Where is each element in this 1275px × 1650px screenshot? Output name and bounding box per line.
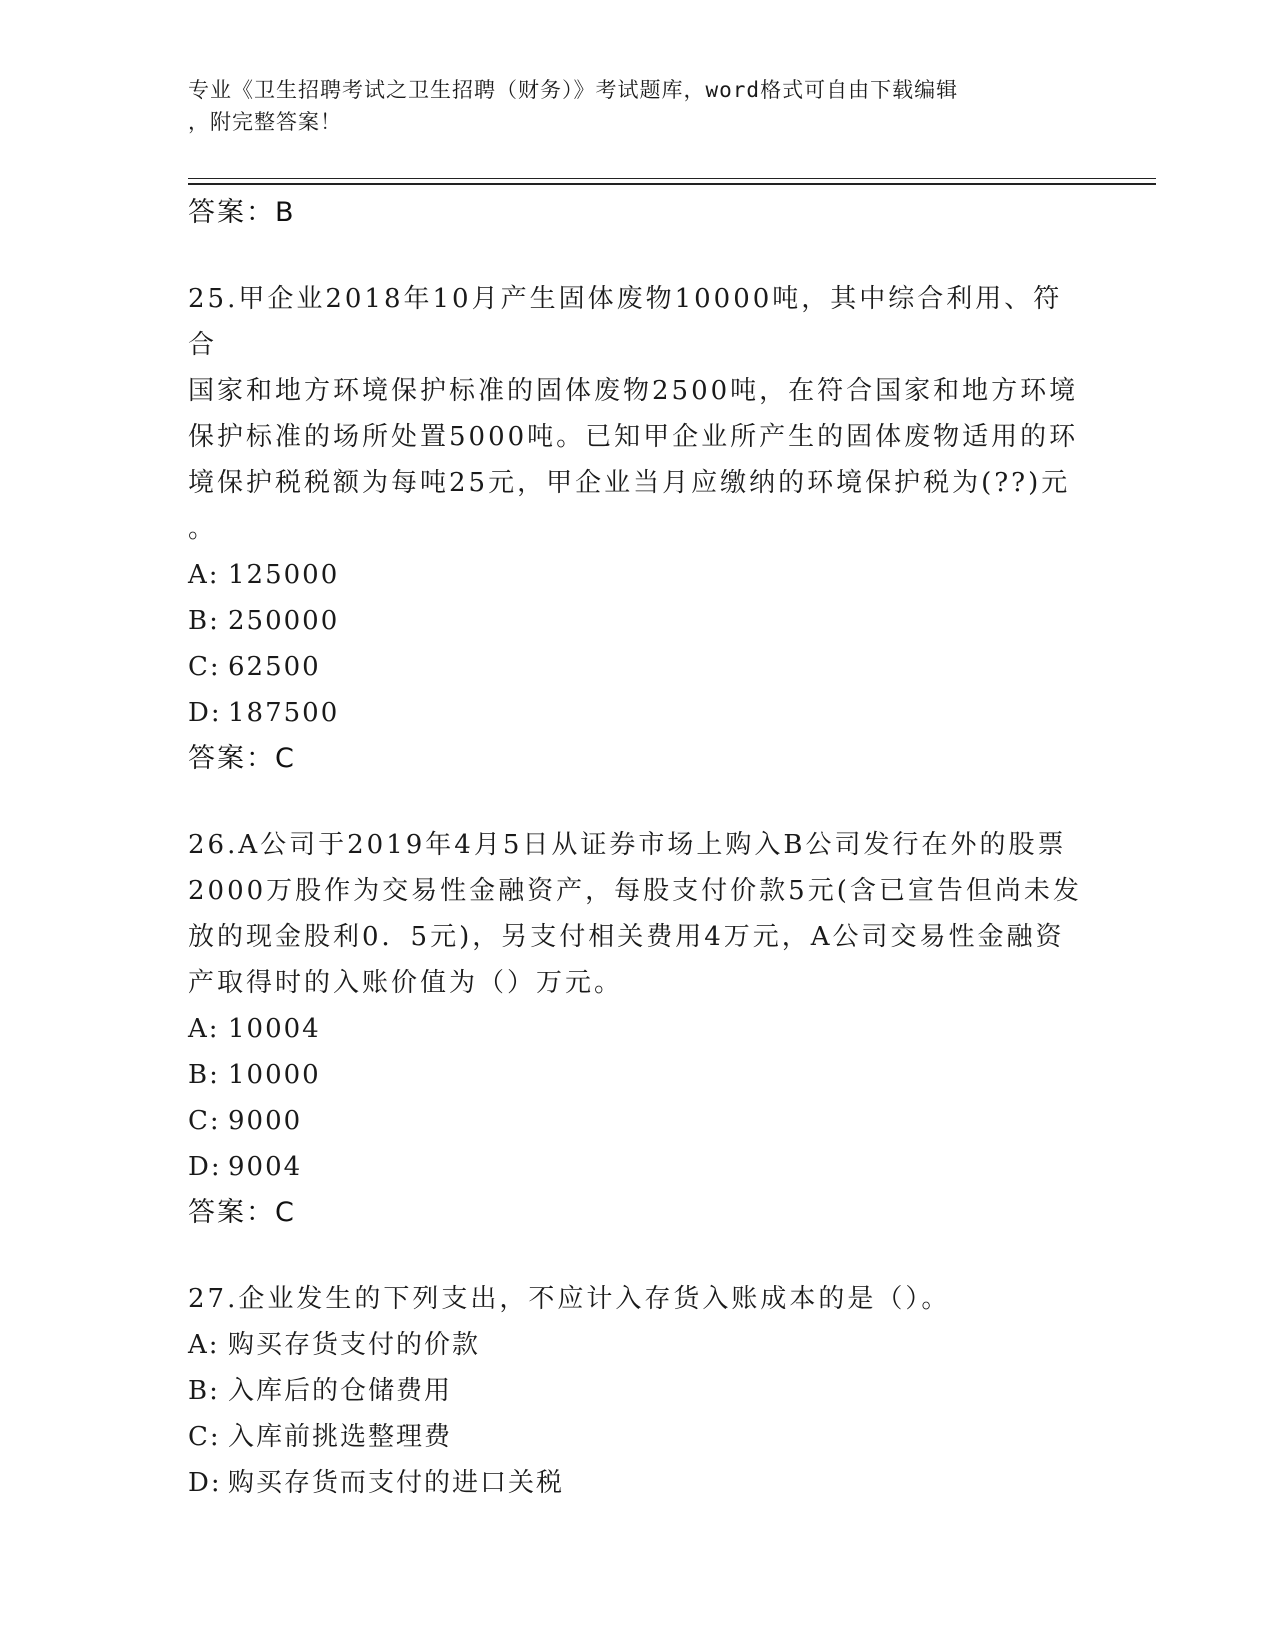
option-value: 9004	[228, 1152, 303, 1182]
option-a	[188, 1322, 1088, 1368]
option-b	[188, 1368, 1088, 1414]
question-26	[188, 822, 1088, 1006]
option-key: B:	[188, 1376, 220, 1406]
option-a	[188, 1006, 1088, 1052]
option-key: B:	[188, 1060, 220, 1090]
option-c	[188, 644, 1088, 690]
header-line-1: 专业《卫生招聘考试之卫生招聘（财务）》考试题库，word格式可自由下载编辑	[188, 78, 959, 102]
option-value: 购买存货支付的价款	[228, 1330, 481, 1360]
question-text-line: 26.A公司于2019年4月5日从证券市场上购入B公司发行在外的股票	[188, 830, 1067, 860]
question-text-line: 境保护税税额为每吨25元，甲企业当月应缴纳的环境保护税为(??)元	[188, 468, 1071, 498]
answer-line: 答案：C	[188, 743, 296, 774]
option-value: 125000	[228, 560, 340, 590]
option-value: 187500	[228, 698, 340, 728]
option-key: C:	[188, 1422, 221, 1452]
answer-line: 答案：C	[188, 1197, 296, 1228]
option-d	[188, 690, 1088, 736]
option-value: 250000	[228, 606, 340, 636]
question-text-line: 27.企业发生的下列支出，不应计入存货入账成本的是（）。	[188, 1284, 951, 1314]
question-text-line: 。	[188, 514, 218, 544]
question-25	[188, 276, 1088, 552]
option-c	[188, 1414, 1088, 1460]
question-text-line: 放的现金股利0．5元)，另支付相关费用4万元，A公司交易性金融资	[188, 922, 1065, 952]
question-content	[188, 190, 1088, 1506]
question-text-line: 国家和地方环境保护标准的固体废物2500吨，在符合国家和地方环境	[188, 376, 1079, 406]
option-key: D:	[188, 1152, 222, 1182]
option-c	[188, 1098, 1088, 1144]
option-key: C:	[188, 1106, 221, 1136]
option-value: 62500	[228, 652, 321, 682]
option-b	[188, 598, 1088, 644]
option-key: D:	[188, 1468, 222, 1498]
option-key: A:	[188, 1330, 220, 1360]
option-key: B:	[188, 606, 220, 636]
question-text-line: 25.甲企业2018年10月产生固体废物10000吨，其中综合利用、符合	[188, 284, 1063, 360]
option-key: A:	[188, 560, 220, 590]
option-key: D:	[188, 698, 222, 728]
question-text-line: 产取得时的入账价值为（）万元。	[188, 968, 624, 998]
option-b	[188, 1052, 1088, 1098]
option-d	[188, 1144, 1088, 1190]
option-value: 10004	[228, 1014, 321, 1044]
option-value: 入库前挑选整理费	[228, 1422, 453, 1452]
option-d	[188, 1460, 1088, 1506]
answer-line: 答案：B	[188, 197, 296, 228]
option-value: 入库后的仓储费用	[228, 1376, 453, 1406]
header-rule-thin	[188, 178, 1156, 179]
option-key: C:	[188, 652, 221, 682]
question-text-line: 2000万股作为交易性金融资产，每股支付价款5元(含已宣告但尚未发	[188, 876, 1082, 906]
option-value: 10000	[228, 1060, 321, 1090]
header-rule-thick	[188, 183, 1156, 185]
option-a	[188, 552, 1088, 598]
option-key: A:	[188, 1014, 220, 1044]
question-27	[188, 1276, 1088, 1322]
page-header	[188, 74, 1088, 138]
option-value: 购买存货而支付的进口关税	[228, 1468, 565, 1498]
question-text-line: 保护标准的场所处置5000吨。已知甲企业所产生的固体废物适用的环	[188, 422, 1079, 452]
option-value: 9000	[228, 1106, 303, 1136]
header-line-2: ，附完整答案！	[188, 110, 342, 134]
